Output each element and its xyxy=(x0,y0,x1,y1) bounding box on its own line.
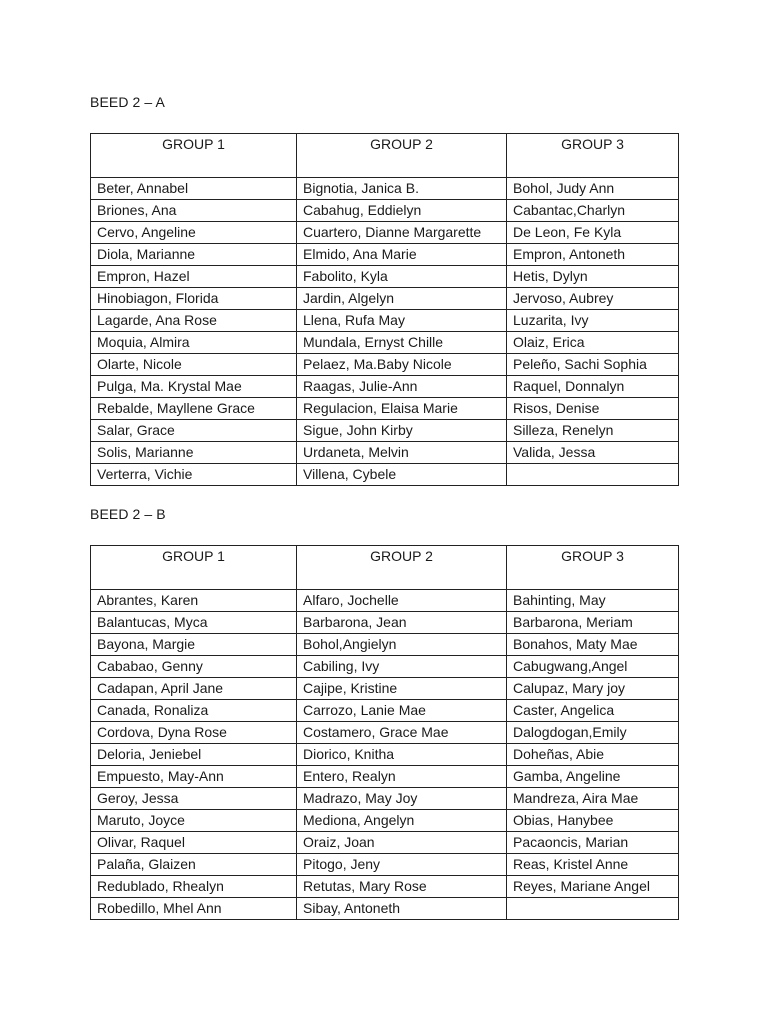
table-row xyxy=(91,722,679,744)
student-name-cell: Oraiz, Joan xyxy=(297,832,507,854)
student-name-cell: Cabiling, Ivy xyxy=(297,656,507,678)
student-name-cell: Palaña, Glaizen xyxy=(91,854,297,876)
student-name-cell: Urdaneta, Melvin xyxy=(297,442,507,464)
student-name-cell: Salar, Grace xyxy=(91,420,297,442)
student-name-cell: Regulacion, Elaisa Marie xyxy=(297,398,507,420)
student-name-cell: Balantucas, Myca xyxy=(91,612,297,634)
student-name-cell: Robedillo, Mhel Ann xyxy=(91,898,297,920)
student-name-cell: Cuartero, Dianne Margarette xyxy=(297,222,507,244)
student-name-cell: Solis, Marianne xyxy=(91,442,297,464)
student-name-cell: Silleza, Renelyn xyxy=(507,420,679,442)
column-header-group-3: GROUP 3 xyxy=(507,134,679,178)
group-table-beed-2b xyxy=(90,545,679,920)
student-name-cell: Doheñas, Abie xyxy=(507,744,679,766)
section-title-beed-2a: BEED 2 – A xyxy=(90,94,165,110)
student-name-cell: Reyes, Mariane Angel xyxy=(507,876,679,898)
student-name-cell: Madrazo, May Joy xyxy=(297,788,507,810)
student-name-cell: Sigue, John Kirby xyxy=(297,420,507,442)
student-name-cell: Villena, Cybele xyxy=(297,464,507,486)
student-name-cell: Fabolito, Kyla xyxy=(297,266,507,288)
student-name-cell: Bonahos, Maty Mae xyxy=(507,634,679,656)
student-name-cell: Olivar, Raquel xyxy=(91,832,297,854)
student-name-cell: Mundala, Ernyst Chille xyxy=(297,332,507,354)
table-row xyxy=(91,678,679,700)
table-row xyxy=(91,376,679,398)
student-name-cell: Luzarita, Ivy xyxy=(507,310,679,332)
student-name-cell: Geroy, Jessa xyxy=(91,788,297,810)
student-name-cell: Jardin, Algelyn xyxy=(297,288,507,310)
student-name-cell: Cadapan, April Jane xyxy=(91,678,297,700)
student-name-cell: Moquia, Almira xyxy=(91,332,297,354)
student-name-cell: Cabahug, Eddielyn xyxy=(297,200,507,222)
student-name-cell: Hetis, Dylyn xyxy=(507,266,679,288)
table-row xyxy=(91,590,679,612)
student-name-cell: Retutas, Mary Rose xyxy=(297,876,507,898)
student-name-cell: Entero, Realyn xyxy=(297,766,507,788)
student-name-cell: Pulga, Ma. Krystal Mae xyxy=(91,376,297,398)
table-row xyxy=(91,700,679,722)
column-header-group-1: GROUP 1 xyxy=(91,134,297,178)
table-row xyxy=(91,178,679,200)
student-name-cell: Sibay, Antoneth xyxy=(297,898,507,920)
student-name-cell: Briones, Ana xyxy=(91,200,297,222)
student-name-cell: Caster, Angelica xyxy=(507,700,679,722)
table-row xyxy=(91,766,679,788)
student-name-cell: Hinobiagon, Florida xyxy=(91,288,297,310)
table-row xyxy=(91,744,679,766)
table-row xyxy=(91,788,679,810)
student-name-cell: Olaiz, Erica xyxy=(507,332,679,354)
student-name-cell: Abrantes, Karen xyxy=(91,590,297,612)
student-name-cell: Cordova, Dyna Rose xyxy=(91,722,297,744)
student-name-cell: Rebalde, Mayllene Grace xyxy=(91,398,297,420)
column-header-group-1: GROUP 1 xyxy=(91,546,297,590)
student-name-cell: Lagarde, Ana Rose xyxy=(91,310,297,332)
table-row xyxy=(91,354,679,376)
student-name-cell: Bohol,Angielyn xyxy=(297,634,507,656)
student-name-cell: Bignotia, Janica B. xyxy=(297,178,507,200)
table-row xyxy=(91,266,679,288)
student-name-cell xyxy=(507,464,679,486)
group-table-beed-2a xyxy=(90,133,679,486)
column-header-group-2: GROUP 2 xyxy=(297,546,507,590)
student-name-cell: Pitogo, Jeny xyxy=(297,854,507,876)
table-row xyxy=(91,244,679,266)
student-name-cell: Cabugwang,Angel xyxy=(507,656,679,678)
student-name-cell: Risos, Denise xyxy=(507,398,679,420)
student-name-cell: Deloria, Jeniebel xyxy=(91,744,297,766)
student-name-cell: Mediona, Angelyn xyxy=(297,810,507,832)
student-name-cell: Verterra, Vichie xyxy=(91,464,297,486)
student-name-cell: De Leon, Fe Kyla xyxy=(507,222,679,244)
table-row xyxy=(91,464,679,486)
student-name-cell: Cervo, Angeline xyxy=(91,222,297,244)
table-row xyxy=(91,898,679,920)
table-header-row xyxy=(91,546,679,590)
student-name-cell: Beter, Annabel xyxy=(91,178,297,200)
table-row xyxy=(91,854,679,876)
student-name-cell: Empron, Hazel xyxy=(91,266,297,288)
student-name-cell xyxy=(507,898,679,920)
table-row xyxy=(91,442,679,464)
student-name-cell: Diorico, Knitha xyxy=(297,744,507,766)
table-row xyxy=(91,310,679,332)
student-name-cell: Obias, Hanybee xyxy=(507,810,679,832)
table-row xyxy=(91,420,679,442)
student-name-cell: Reas, Kristel Anne xyxy=(507,854,679,876)
student-name-cell: Bahinting, May xyxy=(507,590,679,612)
student-name-cell: Diola, Marianne xyxy=(91,244,297,266)
table-row xyxy=(91,288,679,310)
student-name-cell: Maruto, Joyce xyxy=(91,810,297,832)
student-name-cell: Olarte, Nicole xyxy=(91,354,297,376)
table-row xyxy=(91,832,679,854)
student-name-cell: Jervoso, Aubrey xyxy=(507,288,679,310)
table-row xyxy=(91,222,679,244)
table-row xyxy=(91,810,679,832)
table-row xyxy=(91,876,679,898)
student-name-cell: Carrozo, Lanie Mae xyxy=(297,700,507,722)
student-name-cell: Pelaez, Ma.Baby Nicole xyxy=(297,354,507,376)
student-name-cell: Elmido, Ana Marie xyxy=(297,244,507,266)
column-header-group-3: GROUP 3 xyxy=(507,546,679,590)
table-header-row xyxy=(91,134,679,178)
student-name-cell: Barbarona, Jean xyxy=(297,612,507,634)
student-name-cell: Canada, Ronaliza xyxy=(91,700,297,722)
student-name-cell: Raquel, Donnalyn xyxy=(507,376,679,398)
student-name-cell: Bohol, Judy Ann xyxy=(507,178,679,200)
student-name-cell: Mandreza, Aira Mae xyxy=(507,788,679,810)
student-name-cell: Dalogdogan,Emily xyxy=(507,722,679,744)
student-name-cell: Gamba, Angeline xyxy=(507,766,679,788)
student-name-cell: Cababao, Genny xyxy=(91,656,297,678)
table-row xyxy=(91,612,679,634)
student-name-cell: Valida, Jessa xyxy=(507,442,679,464)
student-name-cell: Llena, Rufa May xyxy=(297,310,507,332)
section-title-beed-2b: BEED 2 – B xyxy=(90,506,166,522)
student-name-cell: Empuesto, May-Ann xyxy=(91,766,297,788)
table-row xyxy=(91,634,679,656)
student-name-cell: Cabantac,Charlyn xyxy=(507,200,679,222)
student-name-cell: Raagas, Julie-Ann xyxy=(297,376,507,398)
student-name-cell: Alfaro, Jochelle xyxy=(297,590,507,612)
student-name-cell: Calupaz, Mary joy xyxy=(507,678,679,700)
student-name-cell: Costamero, Grace Mae xyxy=(297,722,507,744)
student-name-cell: Barbarona, Meriam xyxy=(507,612,679,634)
table-row xyxy=(91,332,679,354)
student-name-cell: Bayona, Margie xyxy=(91,634,297,656)
student-name-cell: Cajipe, Kristine xyxy=(297,678,507,700)
table-row xyxy=(91,656,679,678)
student-name-cell: Redublado, Rhealyn xyxy=(91,876,297,898)
table-row xyxy=(91,398,679,420)
column-header-group-2: GROUP 2 xyxy=(297,134,507,178)
student-name-cell: Empron, Antoneth xyxy=(507,244,679,266)
student-name-cell: Pacaoncis, Marian xyxy=(507,832,679,854)
table-row xyxy=(91,200,679,222)
student-name-cell: Peleño, Sachi Sophia xyxy=(507,354,679,376)
